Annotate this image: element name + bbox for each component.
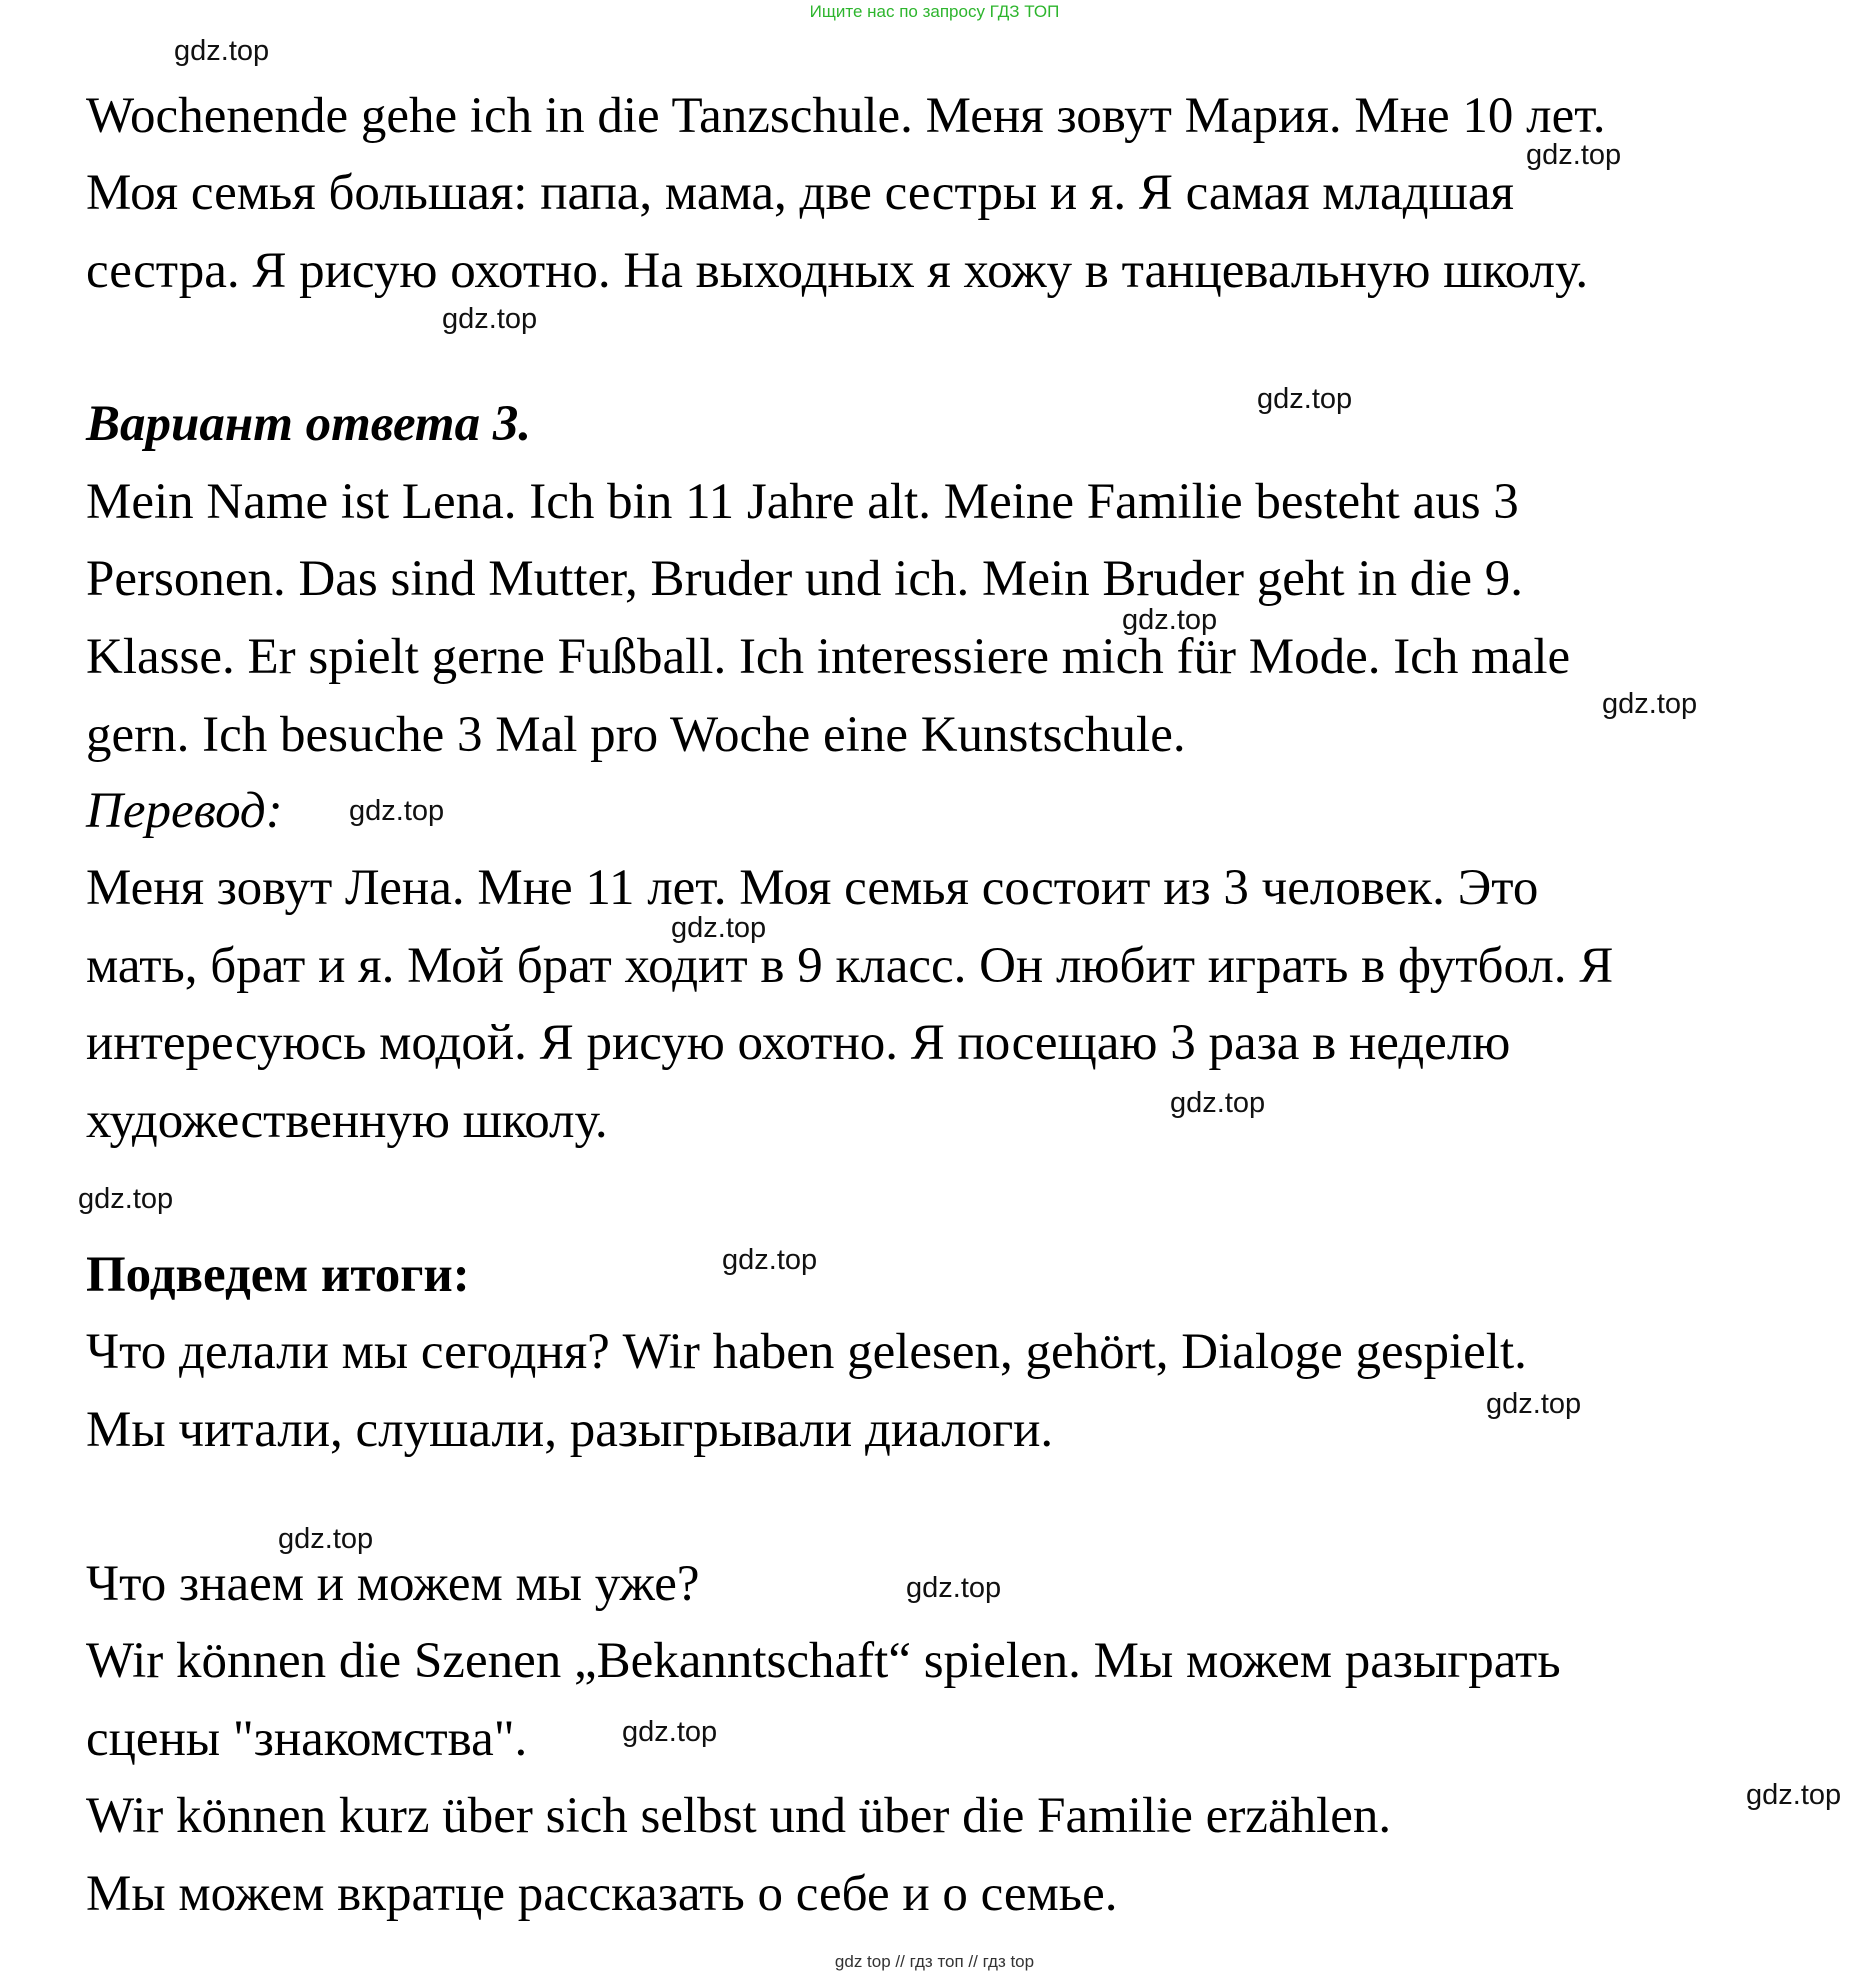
summary-block2-line-3: сцены "знакомства". [86,1711,528,1767]
bottom-banner: gdz top // гдз топ // гдз top [834,1952,1035,1971]
watermark: gdz.top [1257,383,1353,415]
variant3-russian-line-3: интересуюсь модой. Я рисую охотно. Я посещаю 3 раза в неделю [86,1015,1511,1071]
watermark: gdz.top [78,1183,174,1215]
variant3-russian-line-4: художественную школу. [86,1093,608,1149]
variant3-russian-line-1: Меня зовут Лена. Мне 11 лет. Моя семья состоит из 3 человек. Это [86,860,1539,916]
summary-block2-line-5: Мы можем вкратце рассказать о себе и о семье. [86,1866,1118,1922]
variant3-german-line-3: Klasse. Er spielt gerne Fußball. Ich interessiere mich für Mode. Ich male [86,629,1571,685]
variant3-heading: Вариант ответа 3. [86,396,532,452]
watermark: gdz.top [1526,139,1622,171]
summary-block2-line-4: Wir können kurz über sich selbst und über die Familie erzählen. [86,1788,1392,1844]
watermark: gdz.top [442,303,538,335]
watermark: gdz.top [1122,604,1218,636]
watermark: gdz.top [671,912,767,944]
watermark: gdz.top [1602,688,1698,720]
intro-line-3: сестра. Я рисую охотно. На выходных я хожу в танцевальную школу. [86,243,1589,299]
variant3-russian-line-2: мать, брат и я. Мой брат ходит в 9 класс. Он любит играть в футбол. Я [86,938,1614,994]
watermark: gdz.top [1746,1779,1842,1811]
translation-label: Перевод: [86,783,283,839]
watermark: gdz.top [278,1523,374,1555]
top-banner: Ищите нас по запросу ГДЗ ТОП [809,2,1060,21]
summary-block2-line-1: Что знаем и можем мы уже? [86,1556,700,1612]
variant3-german-line-4: gern. Ich besuche 3 Mal pro Woche eine Kunstschule. [86,707,1186,763]
summary-heading: Подведем итоги: [86,1247,470,1303]
summary-block2-line-2: Wir können die Szenen „Bekanntschaft“ spielen. Мы можем разыграть [86,1633,1561,1689]
watermark: gdz.top [1486,1388,1582,1420]
watermark: gdz.top [906,1572,1002,1604]
watermark: gdz.top [174,35,270,67]
watermark: gdz.top [1170,1087,1266,1119]
watermark: gdz.top [722,1244,818,1276]
watermark: gdz.top [349,795,445,827]
variant3-german-line-2: Personen. Das sind Mutter, Bruder und ich. Mein Bruder geht in die 9. [86,551,1524,607]
watermark: gdz.top [622,1716,718,1748]
summary-block1-line-1: Что делали мы сегодня? Wir haben gelesen, gehört, Dialoge gespielt. [86,1324,1527,1380]
variant3-german-line-1: Mein Name ist Lena. Ich bin 11 Jahre alt. Meine Familie besteht aus 3 [86,474,1519,530]
intro-line-2: Моя семья большая: папа, мама, две сестры и я. Я самая младшая [86,165,1514,221]
summary-block1-line-2: Мы читали, слушали, разыгрывали диалоги. [86,1402,1054,1458]
intro-line-1: Wochenende gehe ich in die Tanzschule. Меня зовут Мария. Мне 10 лет. [86,88,1606,144]
